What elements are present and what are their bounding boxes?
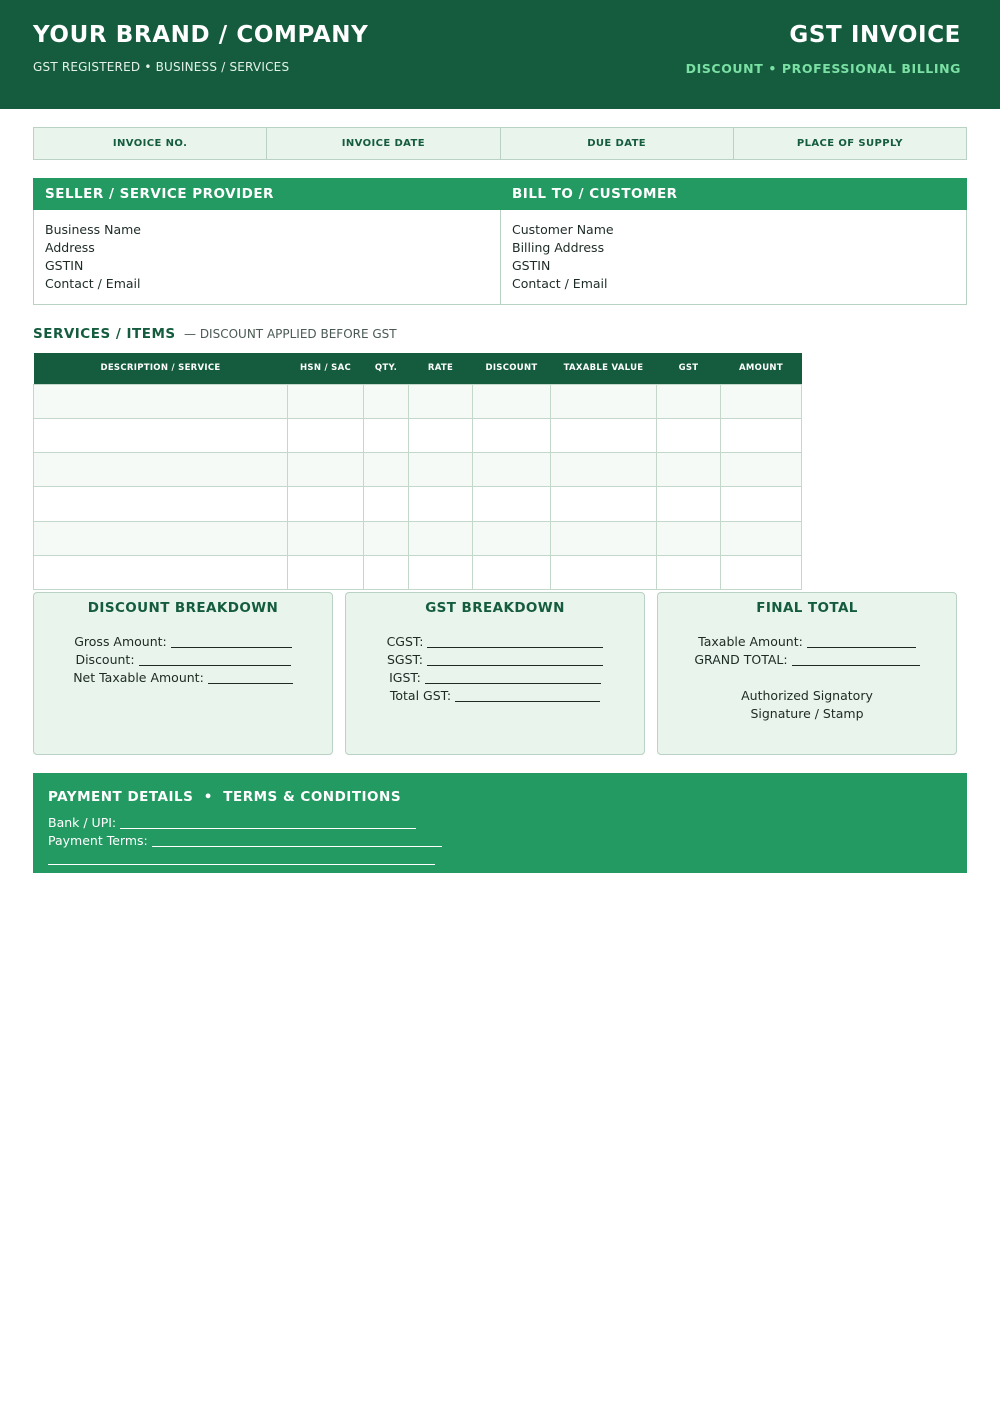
final-total-title: FINAL TOTAL — [756, 600, 858, 616]
table-cell[interactable] — [657, 521, 721, 555]
parties-header — [33, 178, 967, 210]
fill-line — [120, 817, 416, 829]
seller-business-name[interactable]: Business Name — [45, 222, 141, 237]
seller-contact[interactable]: Contact / Email — [45, 276, 141, 291]
grand-total-line[interactable] — [658, 651, 956, 669]
table-cell[interactable] — [34, 521, 288, 555]
items-table — [33, 353, 802, 590]
fill-line — [427, 654, 603, 666]
table-row — [34, 521, 802, 555]
table-cell[interactable] — [551, 453, 657, 487]
items-body — [34, 384, 802, 590]
table-cell[interactable] — [551, 555, 657, 589]
fill-line — [807, 636, 916, 648]
table-cell[interactable] — [657, 384, 721, 418]
table-cell[interactable] — [473, 384, 551, 418]
table-cell[interactable] — [473, 453, 551, 487]
taxable-amount-label: Taxable Amount: — [698, 634, 803, 649]
table-cell[interactable] — [34, 487, 288, 521]
buyer-contact[interactable]: Contact / Email — [512, 276, 608, 291]
invoice-subtitle: DISCOUNT • PROFESSIONAL BILLING — [685, 61, 961, 76]
table-cell[interactable] — [288, 555, 364, 589]
table-row — [34, 555, 802, 589]
column-header: RATE — [409, 353, 473, 384]
taxable-amount-line[interactable] — [658, 633, 956, 651]
seller-heading: SELLER / SERVICE PROVIDER — [45, 186, 274, 202]
buyer-heading: BILL TO / CUSTOMER — [512, 186, 678, 202]
table-cell[interactable] — [657, 418, 721, 452]
table-cell[interactable] — [34, 555, 288, 589]
table-cell[interactable] — [657, 487, 721, 521]
table-cell[interactable] — [721, 453, 802, 487]
table-cell[interactable] — [657, 555, 721, 589]
table-cell[interactable] — [721, 418, 802, 452]
table-cell[interactable] — [288, 384, 364, 418]
table-cell[interactable] — [288, 453, 364, 487]
discount-label: Discount: — [75, 652, 135, 667]
seller-gstin[interactable]: GSTIN — [45, 258, 84, 273]
invoice-number-field[interactable]: INVOICE NO. — [33, 127, 267, 160]
table-cell[interactable] — [364, 487, 409, 521]
table-cell[interactable] — [721, 384, 802, 418]
cgst-line[interactable] — [346, 633, 644, 651]
fill-line — [427, 636, 603, 648]
payment-terms-line[interactable] — [48, 832, 442, 850]
cgst-label: CGST: — [386, 634, 424, 649]
buyer-gstin[interactable]: GSTIN — [512, 258, 551, 273]
table-cell[interactable] — [721, 555, 802, 589]
fill-line — [139, 654, 291, 666]
table-cell[interactable] — [473, 555, 551, 589]
table-cell[interactable] — [409, 418, 473, 452]
table-cell[interactable] — [721, 521, 802, 555]
due-date-field[interactable]: DUE DATE — [500, 127, 734, 160]
table-cell[interactable] — [409, 384, 473, 418]
payment-terms-label: Payment Terms: — [48, 833, 148, 848]
brand-name: YOUR BRAND / COMPANY — [33, 22, 369, 48]
parties-section — [33, 178, 967, 305]
fill-line — [208, 672, 293, 684]
discount-breakdown-title: DISCOUNT BREAKDOWN — [87, 600, 279, 616]
buyer-details — [512, 221, 614, 293]
discount-breakdown-box — [33, 592, 333, 755]
table-cell[interactable] — [34, 384, 288, 418]
place-of-supply-field[interactable]: PLACE OF SUPPLY — [733, 127, 967, 160]
column-header: AMOUNT — [721, 353, 802, 384]
spacer — [658, 669, 956, 687]
table-cell[interactable] — [288, 521, 364, 555]
igst-label: IGST: — [389, 670, 421, 685]
signature-stamp-label[interactable]: Signature / Stamp — [750, 706, 864, 721]
table-cell[interactable] — [364, 453, 409, 487]
final-total-lines — [658, 633, 956, 723]
column-header: QTY. — [364, 353, 409, 384]
total-gst-label: Total GST: — [389, 688, 452, 703]
column-header: DISCOUNT — [473, 353, 551, 384]
payment-terms-section — [33, 773, 967, 873]
seller-details — [45, 221, 141, 293]
discount-breakdown-lines — [34, 633, 332, 687]
table-cell[interactable] — [551, 418, 657, 452]
table-cell[interactable] — [364, 521, 409, 555]
fill-line — [792, 654, 920, 666]
bank-upi-label: Bank / UPI: — [48, 815, 117, 830]
fill-line — [425, 672, 601, 684]
authorized-signatory-label: Authorized Signatory — [741, 688, 873, 703]
sgst-label: SGST: — [386, 652, 424, 667]
brand-subtitle: GST REGISTERED • BUSINESS / SERVICES — [33, 60, 290, 74]
table-row — [34, 418, 802, 452]
table-cell[interactable] — [657, 453, 721, 487]
gst-breakdown-title: GST BREAKDOWN — [425, 600, 565, 616]
table-cell[interactable] — [409, 555, 473, 589]
table-cell[interactable] — [551, 384, 657, 418]
invoice-meta-row — [33, 127, 967, 160]
sgst-line[interactable] — [346, 651, 644, 669]
parties-divider — [500, 210, 501, 305]
gross-amount-line[interactable] — [34, 633, 332, 651]
table-cell[interactable] — [409, 453, 473, 487]
table-cell[interactable] — [551, 521, 657, 555]
column-header: DESCRIPTION / SERVICE — [34, 353, 288, 384]
table-cell[interactable] — [409, 521, 473, 555]
gst-breakdown-box — [345, 592, 645, 755]
column-header: HSN / SAC — [288, 353, 364, 384]
final-total-box — [657, 592, 957, 755]
table-row — [34, 487, 802, 521]
table-cell[interactable] — [409, 487, 473, 521]
table-cell[interactable] — [473, 418, 551, 452]
column-header: TAXABLE VALUE — [551, 353, 657, 384]
invoice-header — [0, 0, 1000, 109]
table-cell[interactable] — [364, 555, 409, 589]
gross-amount-label: Gross Amount: — [74, 634, 167, 649]
table-row — [34, 453, 802, 487]
grand-total-label: GRAND TOTAL: — [694, 652, 788, 667]
igst-line[interactable] — [346, 669, 644, 687]
table-cell[interactable] — [473, 487, 551, 521]
items-header-row — [34, 353, 802, 384]
fill-line — [48, 853, 435, 865]
blank-terms-line[interactable] — [48, 850, 442, 868]
items-section-note: — DISCOUNT APPLIED BEFORE GST — [184, 327, 397, 341]
table-cell[interactable] — [721, 487, 802, 521]
invoice-date-field[interactable]: INVOICE DATE — [266, 127, 500, 160]
fill-line — [171, 636, 292, 648]
fill-line — [455, 690, 600, 702]
bank-upi-line[interactable] — [48, 814, 442, 832]
seller-address[interactable]: Address — [45, 240, 95, 255]
invoice-title: GST INVOICE — [789, 22, 961, 48]
buyer-billing-address[interactable]: Billing Address — [512, 240, 605, 255]
table-cell[interactable] — [364, 418, 409, 452]
table-cell[interactable] — [288, 418, 364, 452]
net-taxable-line[interactable] — [34, 669, 332, 687]
table-cell[interactable] — [551, 487, 657, 521]
column-header: GST — [657, 353, 721, 384]
payment-lines — [48, 814, 442, 868]
discount-line[interactable] — [34, 651, 332, 669]
table-row — [34, 384, 802, 418]
payment-terms-title: PAYMENT DETAILS • TERMS & CONDITIONS — [48, 789, 402, 805]
items-section-title: SERVICES / ITEMS — [33, 326, 176, 342]
table-cell[interactable] — [473, 521, 551, 555]
total-gst-line[interactable] — [346, 687, 644, 705]
fill-line — [152, 835, 442, 847]
table-cell[interactable] — [364, 384, 409, 418]
table-cell[interactable] — [288, 487, 364, 521]
table-cell[interactable] — [34, 453, 288, 487]
table-cell[interactable] — [34, 418, 288, 452]
net-taxable-label: Net Taxable Amount: — [73, 670, 204, 685]
gst-breakdown-lines — [346, 633, 644, 705]
buyer-customer-name[interactable]: Customer Name — [512, 222, 614, 237]
